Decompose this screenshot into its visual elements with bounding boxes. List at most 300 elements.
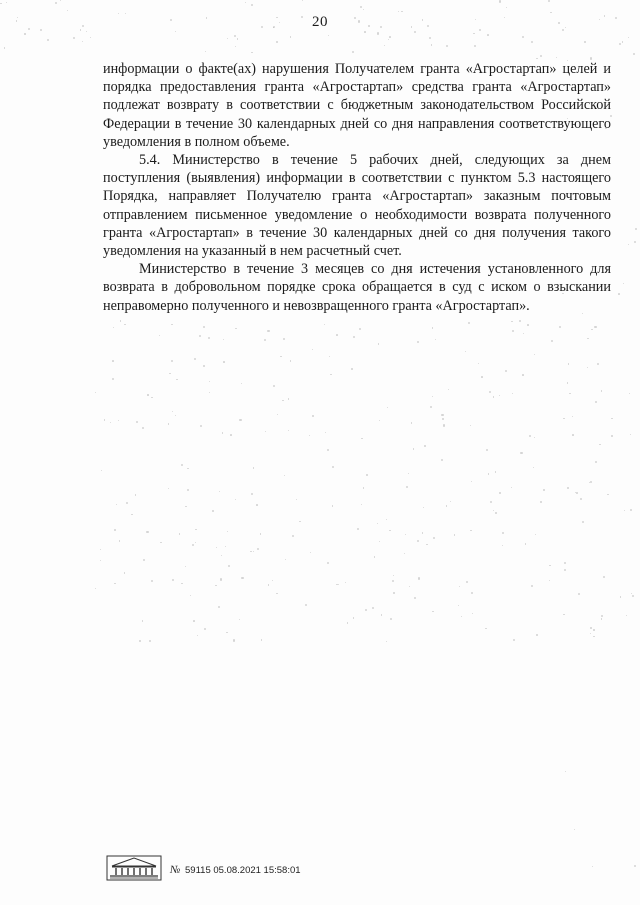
- scan-speck: [487, 34, 489, 36]
- scan-speck: [459, 586, 460, 587]
- scan-speck: [635, 228, 637, 230]
- scan-speck: [47, 39, 49, 41]
- scan-speck: [489, 391, 491, 393]
- scan-speck: [479, 29, 481, 31]
- scan-speck: [253, 551, 254, 552]
- scan-speck: [146, 531, 148, 533]
- scan-speck: [235, 499, 236, 500]
- scan-speck: [454, 534, 455, 535]
- scan-speck: [197, 635, 198, 636]
- scan-speck: [535, 534, 536, 535]
- scan-speck: [204, 628, 206, 630]
- scan-speck: [430, 406, 432, 408]
- scan-speck: [205, 51, 206, 52]
- scan-speck: [601, 618, 602, 619]
- scan-speck: [265, 431, 266, 432]
- scan-speck: [441, 414, 443, 416]
- scan-speck: [495, 512, 497, 514]
- scan-speck: [147, 394, 148, 395]
- scan-speck: [408, 473, 409, 474]
- scan-speck: [533, 467, 534, 468]
- scan-speck: [276, 593, 278, 595]
- scan-speck: [223, 361, 225, 363]
- scan-speck: [372, 607, 374, 609]
- scan-speck: [481, 376, 483, 378]
- scan-speck: [160, 542, 162, 544]
- scan-speck: [511, 487, 512, 488]
- scan-speck: [239, 619, 240, 620]
- scan-speck: [565, 771, 566, 772]
- government-building-stamp-icon: [106, 855, 162, 881]
- scan-speck: [520, 452, 522, 454]
- scan-speck: [624, 510, 625, 511]
- scan-speck: [499, 492, 501, 494]
- scan-speck: [543, 489, 545, 491]
- scan-speck: [363, 9, 364, 10]
- scan-speck: [351, 368, 353, 370]
- scan-speck: [506, 7, 508, 9]
- scan-speck: [468, 322, 470, 324]
- scan-speck: [86, 31, 87, 32]
- scan-speck: [470, 530, 471, 531]
- scan-speck: [488, 473, 489, 474]
- scan-speck: [216, 547, 218, 549]
- scan-speck: [389, 530, 390, 531]
- scan-speck: [328, 35, 329, 36]
- scan-speck: [199, 335, 201, 337]
- scan-speck: [169, 373, 171, 375]
- scan-speck: [241, 383, 243, 385]
- scan-speck: [628, 37, 629, 38]
- registration-footer: [106, 855, 346, 883]
- scan-speck: [82, 41, 83, 42]
- number-sign: №: [170, 864, 181, 876]
- scan-speck: [364, 31, 366, 33]
- scan-speck: [327, 449, 329, 451]
- scan-speck: [587, 338, 588, 339]
- paragraph-5-4: 5.4. Министерство в течение 5 рабочих дней, следующих за днем поступления (выявления) информации в соответствии с пунктом 5.3 настоящего Порядка, направляет Получателю гранта «Агростартап» заказным почтовым отправлением письменное уведомление о необходимости возврата полученного гранта «Агростартап» в течение 30 календарных дней со дня получения такого уведомления на указанный в нем расчетный счет.: [103, 152, 611, 260]
- scan-speck: [124, 324, 125, 325]
- scan-speck: [429, 37, 431, 39]
- scan-speck: [353, 617, 355, 619]
- scan-speck: [567, 382, 569, 384]
- scan-speck: [486, 449, 488, 451]
- scan-speck: [592, 866, 593, 867]
- scan-speck: [222, 432, 224, 434]
- scan-speck: [556, 57, 557, 58]
- scan-speck: [387, 407, 388, 408]
- scan-speck: [114, 529, 116, 531]
- scan-speck: [386, 641, 387, 642]
- scan-speck: [352, 51, 354, 53]
- scan-speck: [279, 22, 280, 23]
- scan-speck: [512, 393, 513, 394]
- scan-speck: [563, 418, 564, 419]
- scan-speck: [632, 595, 634, 597]
- scan-speck: [572, 416, 574, 418]
- scan-speck: [424, 445, 426, 447]
- scan-speck: [634, 865, 636, 867]
- scan-speck: [110, 422, 111, 423]
- scan-speck: [312, 349, 313, 350]
- scan-speck: [461, 616, 462, 617]
- scan-speck: [593, 636, 595, 638]
- scan-speck: [185, 506, 186, 507]
- scan-speck: [24, 33, 25, 34]
- scan-speck: [558, 22, 560, 24]
- scan-speck: [119, 540, 120, 541]
- scan-speck: [314, 16, 316, 18]
- scan-speck: [502, 532, 504, 534]
- scan-speck: [190, 595, 192, 597]
- scan-speck: [195, 542, 196, 543]
- scan-speck: [377, 523, 378, 524]
- scan-speck: [230, 434, 232, 436]
- scan-speck: [358, 20, 360, 22]
- scan-speck: [604, 15, 605, 16]
- scan-speck: [212, 510, 214, 512]
- scan-speck: [251, 52, 253, 54]
- scan-speck: [251, 4, 253, 6]
- scan-speck: [195, 529, 197, 531]
- scan-speck: [172, 411, 173, 412]
- scan-speck: [124, 572, 126, 574]
- scan-speck: [309, 435, 311, 437]
- scan-speck: [578, 593, 580, 595]
- scan-speck: [610, 115, 612, 117]
- scan-speck: [423, 507, 425, 509]
- scan-speck: [550, 12, 552, 14]
- scan-speck: [235, 328, 237, 330]
- scan-speck: [175, 31, 176, 32]
- scan-speck: [377, 32, 379, 34]
- scan-speck: [208, 337, 210, 339]
- scan-speck: [567, 60, 568, 61]
- scan-speck: [522, 36, 524, 38]
- scan-speck: [448, 389, 449, 390]
- scan-speck: [569, 393, 571, 395]
- scan-speck: [172, 579, 174, 581]
- scan-speck: [559, 326, 561, 328]
- scan-speck: [536, 634, 538, 636]
- scan-speck: [100, 560, 101, 561]
- scan-speck: [418, 577, 420, 579]
- scan-speck: [280, 356, 281, 357]
- scan-speck: [495, 471, 497, 473]
- scan-speck: [432, 327, 434, 329]
- scan-speck: [82, 25, 84, 27]
- scan-speck: [261, 639, 262, 640]
- scan-speck: [466, 581, 468, 583]
- scan-speck: [235, 46, 237, 48]
- scan-speck: [292, 535, 294, 537]
- scan-speck: [534, 437, 535, 438]
- scan-speck: [611, 435, 613, 437]
- scan-speck: [414, 31, 416, 33]
- scan-speck: [374, 556, 375, 557]
- scan-speck: [442, 418, 444, 420]
- scan-speck: [411, 26, 413, 28]
- scan-speck: [433, 537, 435, 539]
- scan-speck: [465, 351, 466, 352]
- registration-number-datetime: 59115 05.08.2021 15:58:01: [185, 865, 301, 876]
- scan-speck: [380, 26, 382, 28]
- scan-speck: [193, 620, 195, 622]
- scan-speck: [393, 592, 395, 594]
- scan-speck: [413, 448, 415, 450]
- scan-speck: [149, 640, 151, 642]
- scan-speck: [179, 533, 181, 535]
- scan-speck: [151, 580, 153, 582]
- scan-speck: [511, 321, 512, 322]
- scan-speck: [512, 330, 514, 332]
- scan-speck: [422, 532, 424, 534]
- scan-speck: [325, 432, 326, 433]
- scan-speck: [360, 6, 362, 8]
- scan-speck: [574, 829, 575, 830]
- scan-speck: [16, 20, 17, 21]
- scan-speck: [386, 519, 388, 521]
- scan-speck: [312, 415, 314, 417]
- scan-speck: [398, 11, 400, 13]
- scan-speck: [228, 565, 230, 567]
- scan-speck: [332, 505, 334, 507]
- scan-speck: [330, 374, 332, 376]
- scan-speck: [168, 423, 169, 424]
- scan-speck: [630, 434, 631, 435]
- scan-speck: [234, 35, 236, 37]
- scan-speck: [267, 330, 269, 332]
- registration-stamp-text: [170, 864, 301, 876]
- scan-speck: [104, 419, 106, 421]
- scan-speck: [209, 381, 210, 382]
- scan-speck: [548, 0, 550, 2]
- scan-speck: [219, 491, 220, 492]
- scan-speck: [381, 614, 383, 616]
- scan-speck: [529, 435, 531, 437]
- scan-speck: [194, 358, 196, 360]
- scan-speck: [611, 418, 612, 419]
- scan-speck: [253, 467, 254, 468]
- scan-speck: [171, 324, 173, 326]
- scan-speck: [593, 629, 595, 631]
- scan-speck: [282, 400, 284, 402]
- scan-speck: [601, 390, 602, 391]
- scan-speck: [176, 379, 178, 381]
- scan-speck: [628, 244, 629, 245]
- scan-speck: [426, 544, 428, 546]
- scan-speck: [590, 633, 591, 634]
- scan-speck: [536, 58, 538, 60]
- scan-speck: [563, 614, 564, 615]
- scan-speck: [599, 444, 601, 446]
- scan-speck: [389, 36, 391, 38]
- scan-speck: [502, 545, 504, 547]
- scan-speck: [432, 611, 433, 612]
- scan-speck: [200, 425, 202, 427]
- scan-speck: [435, 339, 436, 340]
- scan-speck: [73, 37, 75, 39]
- scan-speck: [582, 521, 584, 523]
- paragraph-continuation: информации о факте(ах) нарушения Получателем гранта «Агростартап» целей и порядка предоставления гранта «Агростартап» средства гранта «Агростартап» подлежат возврату в соответствии с бюджетным законодательством Российской Федерации в течение 30 календарных дней со дня направления соответствующего уведомления в полном объеме.: [103, 61, 611, 150]
- scan-speck: [471, 481, 472, 482]
- scan-speck: [619, 43, 621, 45]
- scan-speck: [417, 341, 419, 343]
- scan-speck: [601, 615, 603, 617]
- scan-speck: [126, 502, 128, 504]
- scan-speck: [353, 336, 355, 338]
- scan-speck: [478, 363, 479, 364]
- scan-speck: [332, 466, 334, 468]
- scan-speck: [595, 401, 597, 403]
- scan-speck: [603, 576, 605, 578]
- scan-speck: [272, 580, 273, 581]
- scan-speck: [493, 396, 494, 397]
- scan-speck: [359, 328, 361, 330]
- scan-speck: [458, 605, 459, 606]
- scan-speck: [288, 398, 290, 400]
- scan-speck: [142, 427, 144, 429]
- scan-speck: [384, 45, 385, 46]
- scan-speck: [471, 592, 473, 594]
- scan-speck: [411, 422, 413, 424]
- scan-speck: [264, 339, 266, 341]
- scan-speck: [277, 414, 278, 415]
- scan-speck: [250, 551, 251, 552]
- scan-speck: [118, 420, 119, 421]
- scan-speck: [378, 343, 380, 345]
- scan-speck: [226, 632, 228, 634]
- scan-speck: [223, 339, 224, 340]
- scan-speck: [168, 488, 169, 489]
- scan-speck: [60, 0, 61, 1]
- scan-speck: [551, 340, 553, 342]
- scan-speck: [584, 41, 586, 43]
- scan-speck: [629, 393, 630, 394]
- scan-speck: [446, 45, 448, 47]
- scan-speck: [159, 335, 160, 336]
- scan-speck: [251, 493, 253, 495]
- scan-speck: [114, 583, 116, 585]
- scan-speck: [568, 363, 570, 365]
- scan-speck: [572, 434, 574, 436]
- scan-speck: [181, 464, 183, 466]
- scan-speck: [450, 501, 451, 502]
- scan-speck: [567, 487, 569, 489]
- scan-speck: [4, 47, 5, 48]
- scan-speck: [185, 566, 186, 567]
- document-body: [103, 60, 611, 315]
- scan-speck: [472, 613, 473, 614]
- scan-speck: [283, 338, 285, 340]
- scan-speck: [131, 514, 133, 516]
- scan-speck: [276, 41, 278, 43]
- scan-speck: [587, 367, 588, 368]
- scan-speck: [225, 546, 226, 547]
- scan-speck: [368, 25, 370, 27]
- scan-speck: [220, 578, 222, 580]
- scan-speck: [290, 36, 291, 37]
- scan-speck: [302, 0, 303, 1]
- scan-speck: [388, 39, 389, 40]
- scan-speck: [534, 354, 535, 355]
- scan-speck: [203, 326, 205, 328]
- scan-speck: [525, 543, 527, 545]
- scan-speck: [120, 320, 122, 322]
- scan-speck: [299, 521, 301, 523]
- scan-speck: [432, 396, 433, 397]
- scan-speck: [324, 324, 325, 325]
- scan-speck: [135, 494, 137, 496]
- scan-speck: [365, 609, 367, 611]
- scan-speck: [595, 461, 597, 463]
- scan-speck: [622, 41, 624, 43]
- scan-speck: [431, 44, 432, 45]
- scan-speck: [345, 582, 346, 583]
- scan-speck: [631, 593, 633, 595]
- scan-speck: [575, 215, 577, 217]
- scan-speck: [55, 2, 57, 4]
- scan-speck: [393, 575, 394, 576]
- scan-speck: [139, 640, 141, 642]
- scan-speck: [405, 534, 406, 535]
- scan-speck: [296, 499, 297, 500]
- scan-speck: [6, 2, 8, 4]
- scan-speck: [540, 501, 542, 503]
- scan-speck: [580, 498, 582, 500]
- scan-speck: [347, 622, 349, 624]
- scan-speck: [233, 639, 235, 641]
- scan-speck: [316, 17, 318, 19]
- scan-speck: [142, 620, 144, 622]
- scan-speck: [409, 586, 410, 587]
- scan-speck: [305, 604, 307, 606]
- scan-speck: [361, 438, 363, 440]
- scan-speck: [95, 588, 96, 589]
- scan-speck: [338, 584, 339, 585]
- scan-speck: [101, 470, 102, 471]
- scan-speck: [284, 475, 286, 477]
- scan-speck: [175, 415, 176, 416]
- scan-speck: [587, 127, 588, 128]
- scan-speck: [401, 11, 403, 13]
- scan-speck: [379, 541, 380, 542]
- scan-speck: [192, 544, 194, 546]
- scan-speck: [493, 510, 494, 511]
- scan-speck: [90, 37, 91, 38]
- scan-speck: [0, 3, 2, 5]
- scan-speck: [218, 606, 220, 608]
- scan-speck: [288, 430, 289, 431]
- scan-speck: [245, 2, 246, 3]
- scan-speck: [136, 421, 138, 423]
- scan-speck: [336, 334, 338, 336]
- scan-speck: [594, 326, 596, 328]
- scan-speck: [171, 360, 173, 362]
- scan-speck: [257, 548, 259, 550]
- scan-speck: [67, 10, 68, 11]
- scan-speck: [273, 385, 275, 387]
- scan-speck: [630, 509, 632, 511]
- scan-speck: [181, 583, 182, 584]
- scan-speck: [620, 596, 622, 598]
- scan-speck: [485, 628, 487, 630]
- scan-speck: [443, 424, 445, 426]
- scan-speck: [473, 33, 474, 34]
- scan-speck: [366, 474, 368, 476]
- scan-speck: [417, 540, 419, 542]
- scan-speck: [100, 549, 101, 550]
